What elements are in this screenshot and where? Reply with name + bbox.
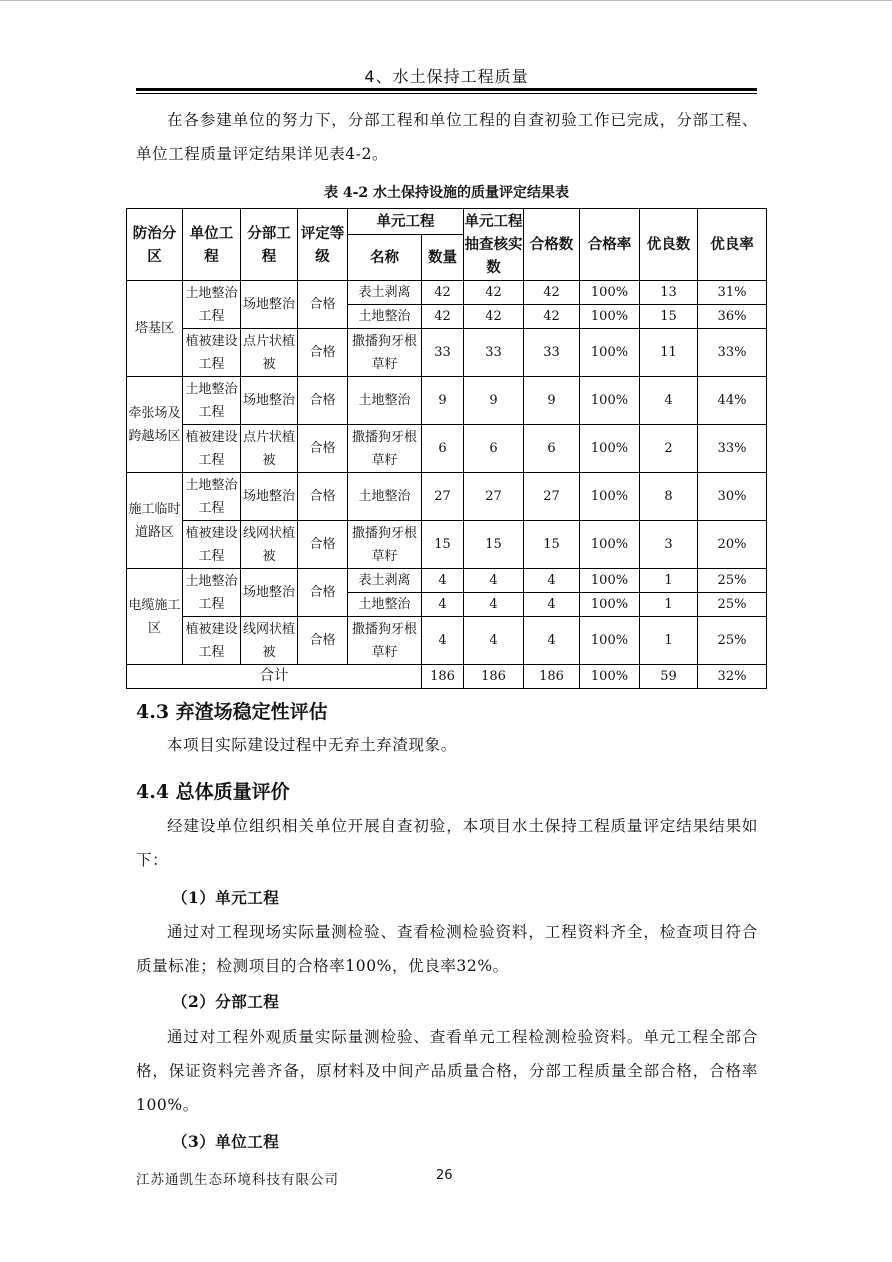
excellent-rate-cell: 25% (698, 593, 767, 617)
sub-cell: 点片状植被 (241, 329, 298, 377)
header-sub-project: 分部工程 (241, 209, 298, 281)
element-name-cell: 撒播狗牙根草籽 (348, 425, 422, 473)
excellent-cell: 13 (640, 281, 698, 305)
excellent-cell: 1 (640, 569, 698, 593)
total-excellent-rate: 32% (698, 665, 767, 689)
zone-cell: 电缆施工区 (127, 569, 183, 665)
header-qualified: 合格数 (524, 209, 580, 281)
header-sampled: 单元工程抽查核实数 (464, 209, 524, 281)
sub-cell: 线网状植被 (241, 521, 298, 569)
grade-cell: 合格 (298, 617, 348, 665)
excellent-cell: 15 (640, 305, 698, 329)
total-row (127, 665, 767, 689)
qualified-cell: 4 (524, 569, 580, 593)
qualified-rate-cell: 100% (580, 329, 640, 377)
table-row (127, 473, 767, 521)
qualified-rate-cell: 100% (580, 617, 640, 665)
header-element-count: 数量 (422, 235, 464, 281)
header-element-name: 名称 (348, 235, 422, 281)
element-name-cell: 土地整治 (348, 377, 422, 425)
zone-cell: 牵张场及跨越场区 (127, 377, 183, 473)
sampled-cell: 33 (464, 329, 524, 377)
sub-cell: 点片状植被 (241, 425, 298, 473)
header-grade: 评定等级 (298, 209, 348, 281)
excellent-rate-cell: 25% (698, 617, 767, 665)
qualified-cell: 15 (524, 521, 580, 569)
section-4-4-paragraph: 经建设单位组织相关单位开展自查初验，本项目水土保持工程质量评定结果结果如下： (136, 817, 758, 869)
table-caption: 表 4-2 水土保持设施的质量评定结果表 (323, 185, 570, 201)
grade-cell: 合格 (298, 569, 348, 617)
element-name-cell: 土地整治 (348, 593, 422, 617)
header-zone: 防治分区 (127, 209, 183, 281)
subsection-1-paragraph: 通过对工程现场实际量测检验、查看检测检验资料，工程资料齐全，检查项目符合质量标准；检测项目的合格率100%，优良率32%。 (136, 923, 758, 975)
unit-cell: 土地整治工程 (183, 473, 241, 521)
element-count-cell: 33 (422, 329, 464, 377)
header-rule (136, 88, 757, 91)
excellent-rate-cell: 20% (698, 521, 767, 569)
table-row (127, 617, 767, 665)
element-count-cell: 42 (422, 305, 464, 329)
total-qualified: 186 (524, 665, 580, 689)
element-count-cell: 42 (422, 281, 464, 305)
element-count-cell: 6 (422, 425, 464, 473)
sampled-cell: 4 (464, 617, 524, 665)
grade-cell: 合格 (298, 281, 348, 329)
qualified-cell: 9 (524, 377, 580, 425)
excellent-cell: 4 (640, 377, 698, 425)
sub-cell: 场地整治 (241, 569, 298, 617)
excellent-cell: 1 (640, 617, 698, 665)
sampled-cell: 4 (464, 593, 524, 617)
total-excellent: 59 (640, 665, 698, 689)
element-count-cell: 4 (422, 593, 464, 617)
excellent-cell: 2 (640, 425, 698, 473)
excellent-rate-cell: 36% (698, 305, 767, 329)
header-excellent-rate: 优良率 (698, 209, 767, 281)
qualified-cell: 42 (524, 281, 580, 305)
element-count-cell: 4 (422, 569, 464, 593)
element-count-cell: 9 (422, 377, 464, 425)
header-element-project: 单元工程 (348, 209, 464, 235)
unit-cell: 植被建设工程 (183, 329, 241, 377)
excellent-cell: 3 (640, 521, 698, 569)
qualified-rate-cell: 100% (580, 425, 640, 473)
table-row (127, 377, 767, 425)
excellent-rate-cell: 33% (698, 329, 767, 377)
excellent-rate-cell: 30% (698, 473, 767, 521)
excellent-rate-cell: 44% (698, 377, 767, 425)
header-excellent: 优良数 (640, 209, 698, 281)
subsection-2-paragraph: 通过对工程外观质量实际量测检验、查看单元工程检测检验资料。单元工程全部合格，保证资料完善齐备，原材料及中间产品质量合格，分部工程质量全部合格，合格率100%。 (136, 1028, 758, 1114)
section-4-3-heading: 4.3 弃渣场稳定性评估 (136, 701, 328, 723)
table-row (127, 521, 767, 569)
qualified-rate-cell: 100% (580, 593, 640, 617)
table-row (127, 281, 767, 305)
element-name-cell: 土地整治 (348, 473, 422, 521)
quality-assessment-table (126, 208, 767, 689)
element-name-cell: 撒播狗牙根草籽 (348, 329, 422, 377)
unit-cell: 植被建设工程 (183, 425, 241, 473)
intro-paragraph: 在各参建单位的努力下，分部工程和单位工程的自查初验工作已完成，分部工程、单位工程质量评定结果详见表4-2。 (136, 111, 758, 163)
sub-cell: 场地整治 (241, 377, 298, 425)
header-rule-thin (136, 93, 757, 94)
sampled-cell: 15 (464, 521, 524, 569)
header-qualified-rate: 合格率 (580, 209, 640, 281)
element-name-cell: 撒播狗牙根草籽 (348, 617, 422, 665)
qualified-cell: 4 (524, 617, 580, 665)
total-count: 186 (422, 665, 464, 689)
grade-cell: 合格 (298, 377, 348, 425)
unit-cell: 土地整治工程 (183, 377, 241, 425)
grade-cell: 合格 (298, 425, 348, 473)
excellent-cell: 11 (640, 329, 698, 377)
page-number: 26 (436, 1168, 453, 1183)
zone-cell: 施工临时道路区 (127, 473, 183, 569)
subsection-1-heading: （1）单元工程 (172, 888, 280, 907)
qualified-rate-cell: 100% (580, 305, 640, 329)
sub-cell: 场地整治 (241, 281, 298, 329)
excellent-rate-cell: 33% (698, 425, 767, 473)
sampled-cell: 27 (464, 473, 524, 521)
element-count-cell: 27 (422, 473, 464, 521)
sampled-cell: 42 (464, 305, 524, 329)
unit-cell: 植被建设工程 (183, 617, 241, 665)
qualified-rate-cell: 100% (580, 281, 640, 305)
qualified-cell: 27 (524, 473, 580, 521)
grade-cell: 合格 (298, 473, 348, 521)
qualified-rate-cell: 100% (580, 377, 640, 425)
zone-cell: 塔基区 (127, 281, 183, 377)
element-count-cell: 4 (422, 617, 464, 665)
qualified-cell: 4 (524, 593, 580, 617)
element-count-cell: 15 (422, 521, 464, 569)
total-qualified-rate: 100% (580, 665, 640, 689)
footer-company: 江苏通凯生态环境科技有限公司 (136, 1172, 339, 1188)
unit-cell: 植被建设工程 (183, 521, 241, 569)
subsection-2-heading: （2）分部工程 (172, 992, 280, 1011)
qualified-cell: 33 (524, 329, 580, 377)
page-top-border (0, 0, 892, 1)
running-header: 4、水土保持工程质量 (364, 67, 529, 86)
grade-cell: 合格 (298, 521, 348, 569)
unit-cell: 土地整治工程 (183, 569, 241, 617)
header-unit-project: 单位工程 (183, 209, 241, 281)
unit-cell: 土地整治工程 (183, 281, 241, 329)
sub-cell: 线网状植被 (241, 617, 298, 665)
sampled-cell: 9 (464, 377, 524, 425)
excellent-cell: 1 (640, 593, 698, 617)
sampled-cell: 42 (464, 281, 524, 305)
total-sampled: 186 (464, 665, 524, 689)
table-row (127, 329, 767, 377)
element-name-cell: 表土剥离 (348, 281, 422, 305)
qualified-cell: 6 (524, 425, 580, 473)
qualified-rate-cell: 100% (580, 569, 640, 593)
qualified-rate-cell: 100% (580, 521, 640, 569)
sub-cell: 场地整治 (241, 473, 298, 521)
excellent-rate-cell: 31% (698, 281, 767, 305)
grade-cell: 合格 (298, 329, 348, 377)
qualified-rate-cell: 100% (580, 473, 640, 521)
excellent-rate-cell: 25% (698, 569, 767, 593)
excellent-cell: 8 (640, 473, 698, 521)
qualified-cell: 42 (524, 305, 580, 329)
total-label: 合计 (127, 665, 422, 689)
element-name-cell: 土地整治 (348, 305, 422, 329)
subsection-3-heading: （3）单位工程 (172, 1132, 280, 1151)
element-name-cell: 撒播狗牙根草籽 (348, 521, 422, 569)
sampled-cell: 6 (464, 425, 524, 473)
section-4-4-heading: 4.4 总体质量评价 (136, 781, 290, 803)
table-row (127, 425, 767, 473)
sampled-cell: 4 (464, 569, 524, 593)
table-row (127, 569, 767, 593)
element-name-cell: 表土剥离 (348, 569, 422, 593)
section-4-3-paragraph: 本项目实际建设过程中无弃土弃渣现象。 (167, 736, 457, 754)
